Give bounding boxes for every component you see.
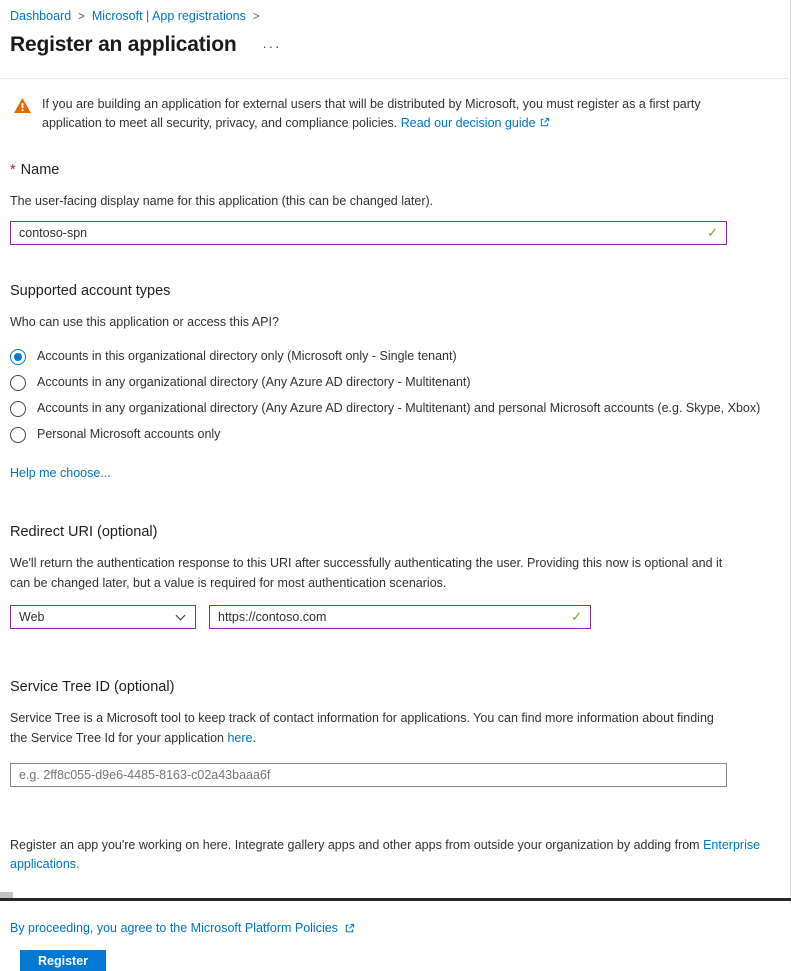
breadcrumb-separator: > [252,11,260,23]
section-heading-redirect-uri: Redirect URI (optional) [10,524,158,540]
breadcrumb-app-registrations-link[interactable]: Microsoft | App registrations [91,9,246,23]
platform-policies-link-label: By proceeding, you agree to the Microsoft Platform Policies [10,921,338,935]
name-description: The user-facing display name for this application (this can be changed later). [10,194,434,208]
register-button[interactable]: Register [20,950,106,971]
radio-icon[interactable] [10,401,26,417]
window-bottom-edge [0,898,791,901]
service-tree-here-link[interactable]: here [227,731,253,745]
external-link-icon [539,117,550,128]
breadcrumb-separator: > [78,11,85,23]
warning-icon [14,95,31,133]
platform-policies-link[interactable] [10,921,355,935]
radio-icon[interactable] [10,375,26,391]
breadcrumb [10,8,780,25]
service-tree-input-wrap [10,763,727,787]
checkmark-icon: ✓ [571,609,582,624]
chevron-down-icon [176,611,186,621]
service-tree-description [10,708,726,748]
redirect-uri-description: We'll return the authentication response to this URI after successfully authenticating the user. Providing this now is optional and it can be changed later, but a value is required for most authentication scenarios. [10,556,723,590]
checkmark-icon: ✓ [707,225,718,240]
account-type-option-personal-only[interactable] [10,426,780,443]
service-tree-description-text: Service Tree is a Microsoft tool to keep track of contact information for applications. You can find more information about finding the Service Tree Id for your application [10,711,714,745]
account-type-option-multitenant[interactable] [10,374,780,391]
radio-icon[interactable] [10,427,26,443]
redirect-uri-input[interactable] [209,605,591,629]
platform-select[interactable] [10,605,196,629]
name-input-wrap [10,221,727,245]
account-type-option-multitenant-personal[interactable] [10,400,780,417]
required-asterisk: * [10,162,16,178]
section-heading-supported-account-types: Supported account types [10,283,171,299]
warning-message: If you are building an application for external users that will be distributed by Microsoft, you must register as a first party application to meet all security, privacy, and compliance policies. [42,97,701,130]
header-divider [0,78,791,79]
more-options-icon[interactable]: ··· [262,39,282,54]
enterprise-apps-note [10,836,780,874]
breadcrumb-dashboard-link[interactable]: Dashboard [10,9,72,23]
account-types-question: Who can use this application or access this API? [10,315,279,329]
enterprise-applications-link[interactable]: Enterprise applications. [10,838,761,871]
name-label-text: Name [20,162,60,178]
service-tree-input[interactable] [10,763,727,787]
radio-selected-icon[interactable] [10,349,26,365]
external-link-icon [344,923,355,934]
account-type-option-label: Personal Microsoft accounts only [37,427,221,441]
platform-select-value: Web [19,610,45,624]
enterprise-apps-note-text: Register an app you're working on here. Integrate gallery apps and other apps from outside your organization by adding from [10,838,704,852]
help-me-choose-link[interactable]: Help me choose... [10,466,111,480]
name-input[interactable] [10,221,727,245]
decision-guide-link[interactable] [401,116,550,130]
decision-guide-link-label: Read our decision guide [400,116,536,130]
warning-text [42,95,732,133]
service-tree-description-period: . [252,731,256,745]
name-label [10,162,780,178]
account-type-option-label: Accounts in this organizational directory only (Microsoft only - Single tenant) [37,349,457,363]
warning-banner [14,95,780,133]
section-heading-service-tree-id: Service Tree ID (optional) [10,679,175,695]
account-type-option-label: Accounts in any organizational directory (Any Azure AD directory - Multitenant) [37,375,471,389]
redirect-uri-input-wrap [209,605,591,629]
account-type-option-label: Accounts in any organizational directory (Any Azure AD directory - Multitenant) and personal Microsoft accounts (e.g. Skype, Xbox) [37,401,761,415]
account-type-option-single-tenant[interactable] [10,348,780,365]
page-title: Register an application [10,33,237,56]
